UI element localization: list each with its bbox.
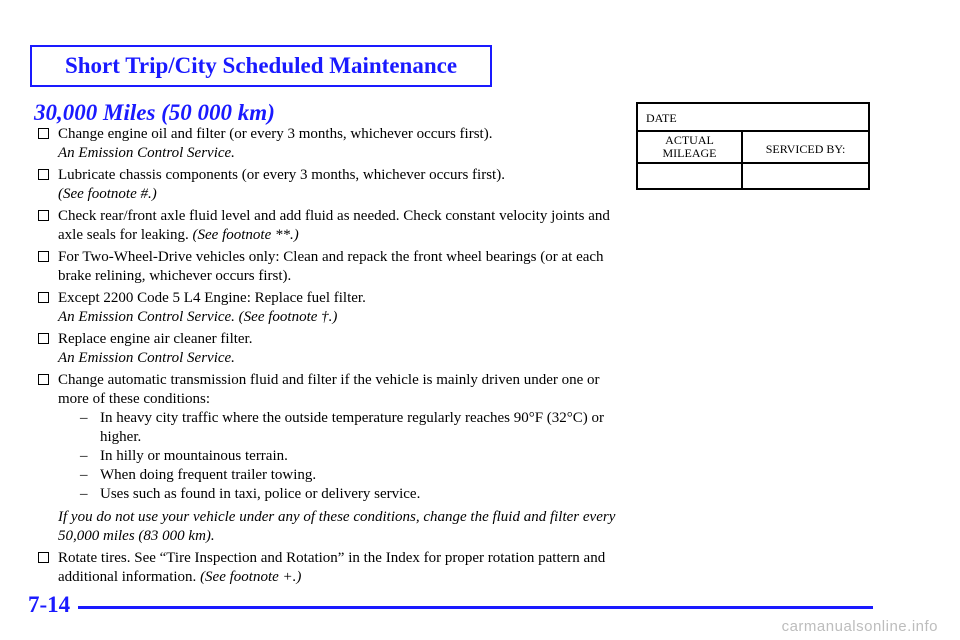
item-text: Check rear/front axle fluid level and add fluid as needed. Check constant velocity joints and axle seals for leaking. (58, 208, 610, 243)
item-note: An Emission Control Service. (58, 145, 235, 161)
table-divider (638, 162, 868, 164)
service-record-table (636, 102, 870, 190)
dash-icon: – (80, 448, 88, 464)
sub-item (58, 485, 618, 504)
sub-item-text: Uses such as found in taxi, police or delivery service. (100, 486, 421, 502)
page-title: Short Trip/City Scheduled Maintenance (64, 53, 458, 78)
checkbox-icon (38, 210, 49, 221)
list-item (38, 207, 618, 245)
item-text: Change engine oil and filter (or every 3 months, whichever occurs first). (58, 126, 493, 142)
checkbox-icon (38, 333, 49, 344)
item-text: Lubricate chassis components (or every 3 months, whichever occurs first). (58, 167, 505, 183)
actual-label: ACTUAL (665, 133, 714, 147)
dash-icon: – (80, 410, 88, 426)
serviced-by-header: SERVICED BY: (765, 142, 846, 156)
sub-item-text: In hilly or mountainous terrain. (100, 448, 288, 464)
checkbox-icon (38, 552, 49, 563)
page-number: 7-14 (28, 592, 71, 617)
item-note: If you do not use your vehicle under any of these conditions, change the fluid and filter every 50,000 miles (83 000 km). (58, 509, 616, 544)
checkbox-icon (38, 251, 49, 262)
sub-item (58, 447, 618, 466)
checkbox-icon (38, 374, 49, 385)
list-item (38, 549, 618, 587)
sub-item (58, 466, 618, 485)
sub-item-text: When doing frequent trailer towing. (100, 467, 317, 483)
checkbox-icon (38, 128, 49, 139)
list-item (38, 289, 618, 327)
checkbox-icon (38, 292, 49, 303)
section-heading: 30,000 Miles (50 000 km) (34, 100, 275, 125)
sub-item (58, 409, 618, 447)
item-note: (See footnote **.) (192, 227, 299, 243)
item-text-wrap (58, 549, 618, 587)
item-text: For Two-Wheel-Drive vehicles only: Clean and repack the front wheel bearings (or at each brake relining, whichever occurs first). (58, 249, 604, 284)
list-item (38, 125, 618, 163)
actual-mileage-header (638, 134, 741, 160)
list-item (38, 166, 618, 204)
checkbox-icon (38, 169, 49, 180)
date-cell: DATE (638, 104, 868, 132)
item-text: Change automatic transmission fluid and filter if the vehicle is mainly driven under one or more of these conditions: (58, 372, 600, 407)
item-text: Replace engine air cleaner filter. (58, 331, 253, 347)
item-note: (See footnote #.) (58, 186, 157, 202)
list-item (38, 371, 618, 546)
page-title-box (30, 45, 492, 87)
list-item (38, 248, 618, 286)
maintenance-list (38, 125, 618, 590)
mileage-label: MILEAGE (662, 146, 717, 160)
item-note: An Emission Control Service. (58, 350, 235, 366)
dash-icon: – (80, 486, 88, 502)
item-text: Rotate tires. See “Tire Inspection and Rotation” in the Index for proper rotation pattern and additional information. (58, 550, 606, 585)
watermark: carmanualsonline.info (781, 618, 938, 635)
item-text-wrap (58, 207, 618, 245)
list-item (38, 330, 618, 368)
dash-icon: – (80, 467, 88, 483)
item-note: (See footnote +.) (200, 569, 302, 585)
table-divider (741, 130, 743, 190)
item-text: Except 2200 Code 5 L4 Engine: Replace fuel filter. (58, 290, 366, 306)
footer-rule (78, 606, 873, 609)
sub-item-text: In heavy city traffic where the outside temperature regularly reaches 90°F (32°C) or higher. (100, 410, 605, 445)
item-note: An Emission Control Service. (See footnote †.) (58, 309, 338, 325)
